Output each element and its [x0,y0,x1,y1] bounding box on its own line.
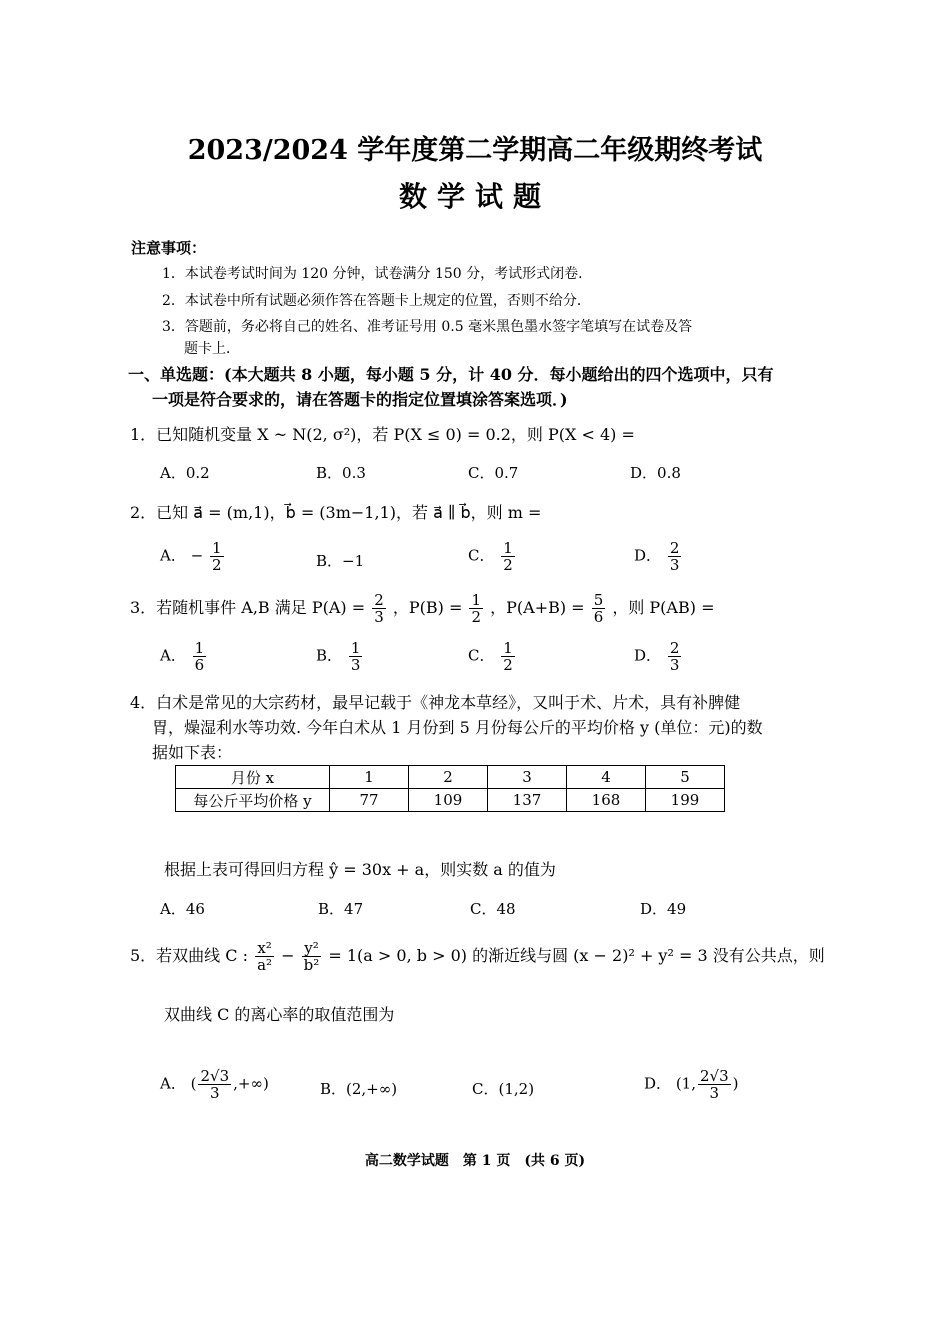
table-cell: 每公斤平均价格 y [176,789,330,812]
fraction [302,940,322,973]
q3-option-c [468,640,517,673]
table-cell: 199 [646,789,725,812]
numerator: 1 [194,639,205,657]
denominator: 6 [194,656,205,674]
note-item: 3．答题前，务必将自己的姓名、准考证号用 0.5 毫米黑色墨水签字笔填写在试卷及答 [162,319,693,335]
q3-option-b [316,640,364,673]
denominator: 3 [210,1084,220,1102]
table-row [176,789,725,812]
option-label: B． [320,1080,347,1098]
option-label: D． [634,546,662,565]
fraction [349,640,363,673]
question-5-cont: 双曲线 C 的离心率的取值范围为 [164,1005,395,1024]
table-cell: 3 [488,766,567,789]
numerator: 1 [350,639,361,657]
denominator: 2 [211,556,222,574]
option-label: B． [316,552,343,570]
q3-text: ，则 P(AB) = [612,598,715,617]
option-label: D． [634,646,662,665]
q1-option-a: A．0.2 [160,464,210,482]
q5-option-d [644,1068,739,1101]
fraction [193,640,207,673]
numerator: x² [257,939,272,957]
option-label: C． [468,646,495,665]
exam-title: 2023/2024 学年度第二学期高二年级期终考试 [187,135,763,166]
table-cell: 1 [330,766,409,789]
q5-option-c [472,1078,534,1099]
note-item: 2．本试卷中所有试题必须作答在答题卡上规定的位置，否则不给分． [162,293,591,309]
table-row [176,766,725,789]
fraction [469,592,483,625]
q3-text: 3．若随机事件 A,B 满足 P(A) = [130,598,366,617]
denominator: a² [257,956,273,974]
table-cell: 109 [409,789,488,812]
price-table [175,765,725,812]
q3-option-d [634,640,683,673]
q1-option-d: D．0.8 [630,464,681,482]
question-3 [130,592,714,625]
option-label: D． [644,1074,672,1093]
fraction [592,592,606,625]
fraction [501,540,515,573]
option-label: C． [468,546,495,565]
section-heading: 一、单选题：(本大题共 8 小题，每小题 5 分，计 40 分．每小题给出的四个选项中，只有 [128,365,774,384]
table-cell: 4 [567,766,646,789]
numerator: y² [304,939,319,957]
question-4-cont: 据如下表： [152,743,233,762]
q2-option-a [160,540,226,573]
denominator: 2 [503,656,513,674]
table-cell: 137 [488,789,567,812]
question-2: 2．已知 a⃗ = (m,1)，b⃗ = (3m−1,1)，若 a⃗ ∥ b⃗，则 m = [130,503,542,522]
numerator: 1 [211,539,222,557]
table-cell: 5 [646,766,725,789]
numerator: 1 [503,539,513,557]
q1-option-b: B．0.3 [316,464,366,482]
fraction [210,540,224,573]
numerator: 2 [669,539,680,557]
numerator: 5 [593,591,604,609]
fraction [372,592,386,625]
q2-option-c [468,540,517,573]
numerator: 2√3 [699,1067,729,1085]
q5-option-a [160,1068,269,1101]
note-item: 题卡上． [184,341,240,357]
minus-sign: − [190,546,204,565]
numerator: 2√3 [200,1067,230,1085]
option-label: B． [316,646,343,665]
denominator: 3 [709,1084,720,1102]
q5-option-b [320,1078,397,1099]
exam-subtitle: 数学试题 [398,180,551,213]
fraction [668,540,682,573]
q3-text: ，P(A+B) = [490,598,585,617]
denominator: 6 [593,608,604,626]
table-cell: 月份 x [176,766,330,789]
denominator: 2 [471,608,482,626]
q5-text: 5．若双曲线 C : [130,946,248,965]
q2-option-b [316,550,364,571]
table-cell: 77 [330,789,409,812]
denominator: 3 [669,556,680,574]
numerator: 2 [374,591,384,609]
table-cell: 168 [567,789,646,812]
denominator: 2 [503,556,513,574]
option-label: A． [160,546,186,565]
denominator: 3 [374,608,384,626]
numerator: 2 [669,639,680,657]
paren: (1, [675,1074,696,1093]
q2-option-d [634,540,683,573]
option-label: C． [472,1080,499,1098]
q4-option-c: C．48 [470,900,516,918]
numerator: 1 [503,639,513,657]
q4-option-a: A．46 [160,900,205,918]
paren: ( [190,1074,197,1093]
question-4-cont: 胃，燥湿利水等功效. 今年白术从 1 月份到 5 月份每公斤的平均价格 y (单位：元)的数 [152,718,763,737]
q4-option-d: D．49 [640,900,687,918]
denominator: 3 [350,656,361,674]
section-heading-cont: 一项是符合要求的，请在答题卡的指定位置填涂答案选项．) [152,390,568,409]
fraction [501,640,515,673]
q3-option-a [160,640,208,673]
table-cell: 2 [409,766,488,789]
question-1: 1．已知随机变量 X ~ N(2, σ²)，若 P(X ≤ 0) = 0.2，则 P(X < 4) = [130,425,635,444]
note-item: 1．本试卷考试时间为 120 分钟，试卷满分 150 分，考试形式闭卷． [162,266,593,282]
fraction [255,940,274,973]
minus-sign: − [281,946,295,965]
fraction [198,1068,231,1101]
paren: ) [732,1074,739,1093]
question-4: 4．白术是常见的大宗药材，最早记载于《神龙本草经》，又叫于术、片术，具有补脾健 [130,693,741,712]
paren: ,+∞) [233,1074,269,1093]
denominator: b² [303,956,320,974]
option-value: −1 [342,552,365,570]
option-label: A． [160,646,186,665]
fraction [698,1068,731,1101]
question-4-regression: 根据上表可得回归方程 ŷ = 30x + a，则实数 a 的值为 [164,860,556,879]
page-footer: 高二数学试题 第 1 页 (共 6 页) [364,1153,586,1169]
q3-text: ，P(B) = [392,598,463,617]
option-value: (2,+∞) [346,1080,398,1098]
denominator: 3 [669,656,680,674]
numerator: 1 [471,591,482,609]
question-5 [130,940,825,973]
q5-text: = 1(a > 0, b > 0) 的渐近线与圆 (x − 2)² + y² = 3 没有公共点，则 [328,946,825,965]
q1-option-c: C．0.7 [468,464,519,482]
option-label: A． [160,1074,186,1093]
q4-option-b: B．47 [318,900,364,918]
notes-heading: 注意事项： [131,239,207,257]
fraction [668,640,682,673]
option-value: (1,2) [498,1080,535,1098]
